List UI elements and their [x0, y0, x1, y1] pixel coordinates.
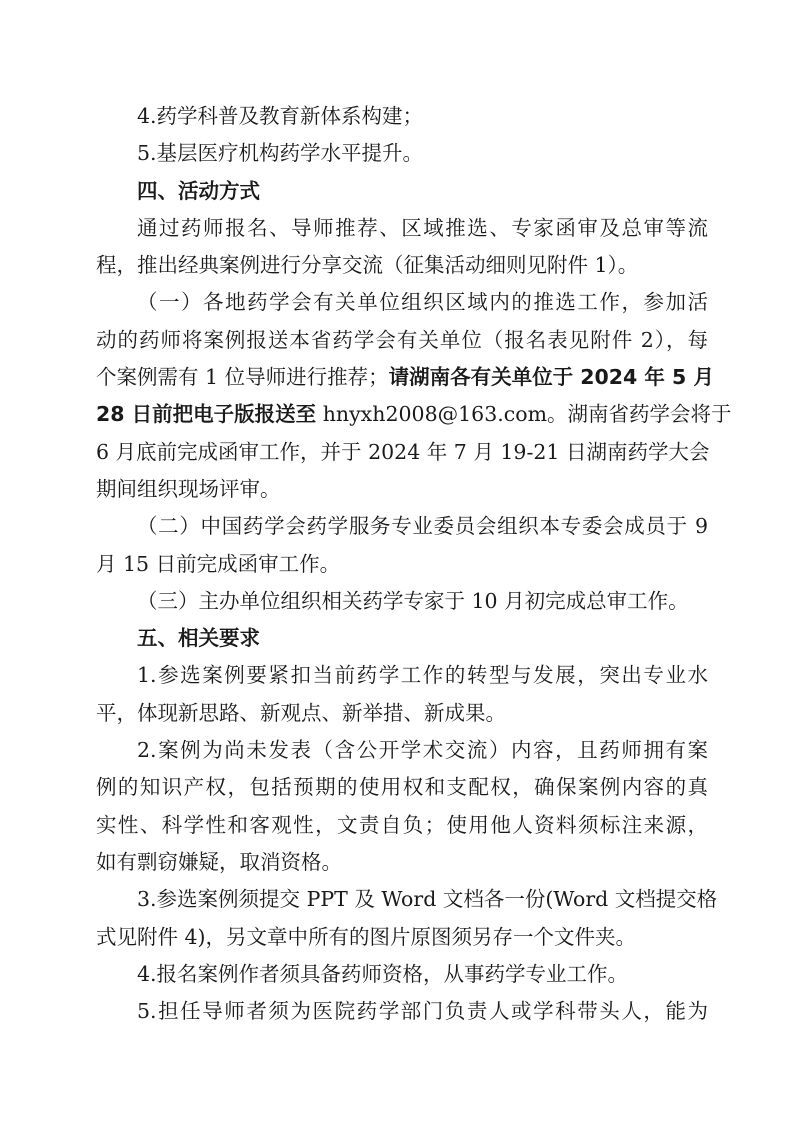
section-heading: 四、活动方式	[137, 178, 260, 203]
text-line	[96, 359, 714, 396]
text-line: 2.案例为尚未发表（含公开学术交流）内容，且药师拥有案	[137, 738, 708, 763]
text-line: 3.参选案例须提交 PPT 及 Word 文档各一份(Word 文档提交格	[137, 887, 718, 912]
text-line: 程，推出经典案例进行分享交流（征集活动细则见附件 1）。	[96, 253, 639, 278]
text-line: 4.药学科普及教育新体系构建；	[137, 104, 424, 128]
document-body	[96, 98, 732, 1030]
text-line: 6 月底前完成函审工作，并于 2024 年 7 月 19-21 日湖南药学大会	[96, 439, 710, 464]
text-line: 1.参选案例要紧扣当前药学工作的转型与发展，突出专业水	[137, 663, 708, 688]
text-line: （三）主办单位组织相关药学专家于 10 月初完成总审工作。	[137, 588, 689, 613]
section-heading: 五、相关要求	[137, 626, 260, 651]
text-line: （二）中国药学会药学服务专业委员会组织本专委会成员于 9	[137, 514, 708, 539]
text-line: 月 15 日前完成函审工作。	[96, 551, 341, 576]
bold-instruction: 28 日前把电子版报送至	[96, 402, 317, 427]
text-line: 期间组织现场评审。	[96, 476, 281, 501]
text-segment: 个案例需有 1 位导师进行推荐；	[96, 365, 389, 390]
email-text: hnyxh2008@163.com。湖南省药学会将于	[316, 402, 732, 427]
text-line: 5.担任导师者须为医院药学部门负责人或学科带头人，能为	[137, 999, 708, 1024]
text-line: 5.基层医疗机构药学水平提升。	[137, 141, 424, 166]
text-line: （一）各地药学会有关单位组织区域内的推选工作，参加活	[137, 290, 708, 315]
text-line: 动的药师将案例报送本省药学会有关单位（报名表见附件 2），每	[96, 327, 708, 352]
text-line: 如有剽窃嫌疑，取消资格。	[96, 849, 342, 874]
text-line	[96, 396, 732, 433]
bold-instruction: 请湖南各有关单位于 2024 年 5 月	[388, 365, 714, 390]
text-line: 例的知识产权，包括预期的使用权和支配权，确保案例内容的真	[96, 775, 708, 800]
text-line: 平，体现新思路、新观点、新举措、新成果。	[96, 700, 506, 725]
text-line: 通过药师报名、导师推荐、区域推选、专家函审及总审等流	[137, 215, 708, 240]
text-line: 式见附件 4)，另文章中所有的图片原图须另存一个文件夹。	[96, 924, 637, 949]
text-line: 4.报名案例作者须具备药师资格，从事药学专业工作。	[137, 961, 629, 986]
text-line: 实性、科学性和客观性，文责自负；使用他人资料须标注来源，	[96, 812, 708, 837]
